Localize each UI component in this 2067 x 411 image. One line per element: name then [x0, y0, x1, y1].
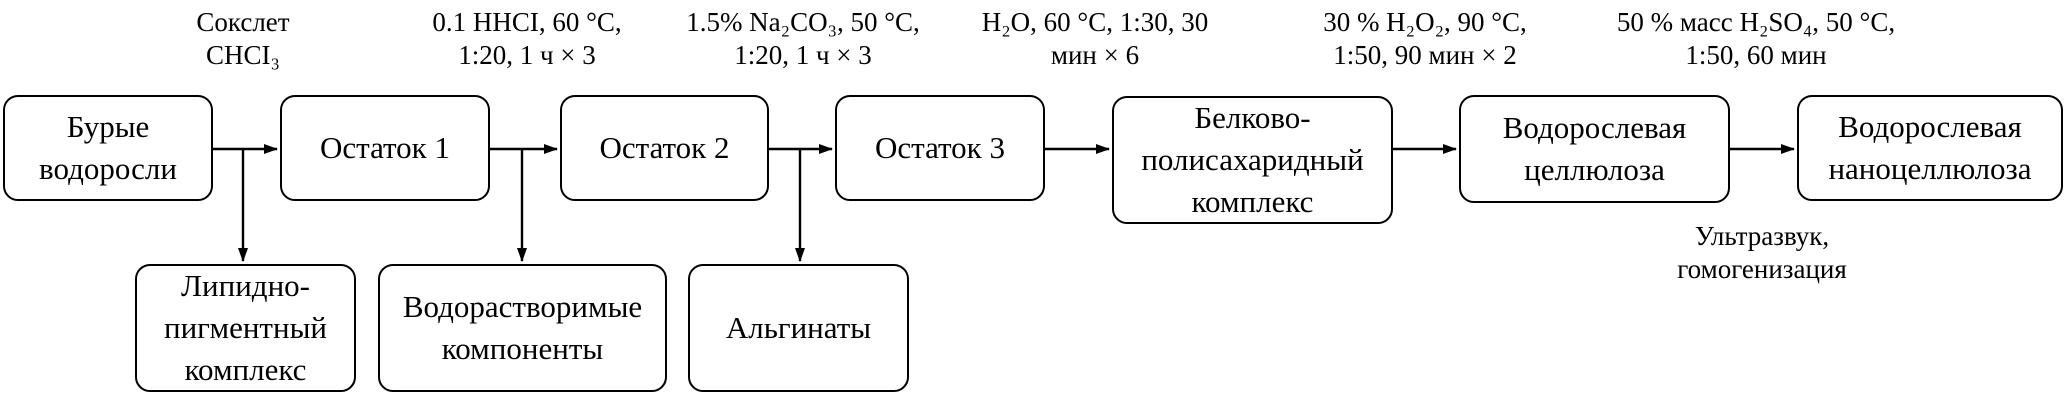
stage-label-line: 1:50, 60 мин: [1685, 40, 1827, 70]
stage-label-line: 1:50, 90 мин × 2: [1333, 40, 1517, 70]
stage-label-line: 1:20, 1 ч × 3: [734, 40, 872, 70]
box-label-line: комплекс: [1191, 184, 1314, 219]
stage-label-line: 30 % H₂O₂, 90 °C,: [1323, 7, 1527, 37]
note-line: Ультразвук,: [1694, 221, 1830, 251]
stage-label-line: CHCI₃: [206, 40, 280, 70]
note-line: гомогенизация: [1677, 254, 1847, 284]
box-alginates: [688, 264, 909, 392]
box-label-line: Остаток 3: [875, 130, 1005, 165]
box-label-line: Водорослевая: [1838, 109, 2022, 144]
box-label-line: Остаток 2: [599, 130, 730, 165]
box-label-line: водоросли: [39, 151, 177, 186]
box-residue-2: [560, 95, 769, 201]
box-label-line: Водорослевая: [1502, 110, 1687, 145]
stage-label-line: мин × 6: [1050, 40, 1140, 70]
note-ultrasound: [1562, 220, 1962, 286]
box-algal-nanocellulose: [1797, 95, 2063, 201]
box-label-line: Бурые: [66, 109, 150, 144]
stage-label-line: 0.1 HHCI, 60 °C,: [432, 7, 622, 37]
stage-label-line: 1.5% Na₂CO₃, 50 °C,: [686, 7, 920, 37]
box-label-line: комплекс: [184, 352, 307, 387]
box-label-line: Липидно-: [181, 268, 310, 303]
box-lipid-pigment-complex: [135, 264, 356, 392]
box-brown-algae: [3, 95, 213, 201]
stage-label-line: H₂O, 60 °C, 1:30, 30: [981, 7, 1209, 37]
box-label-line: пигментный: [163, 310, 327, 345]
stage-label-line: Сокслет: [196, 7, 290, 37]
box-algal-cellulose: [1459, 95, 1730, 203]
stage-label-h2so4: [1546, 6, 1966, 72]
stage-label-line: 1:20, 1 ч × 3: [458, 40, 596, 70]
box-residue-3: [835, 95, 1045, 201]
box-label-line: Белково-: [1194, 100, 1311, 135]
box-label-line: целлюлоза: [1524, 152, 1665, 187]
box-water-soluble-components: [378, 264, 667, 392]
box-label-line: полисахаридный: [1141, 142, 1364, 177]
box-label-line: Остаток 1: [320, 130, 450, 165]
box-protein-polysaccharide-complex: [1112, 96, 1393, 224]
box-label-line: компоненты: [441, 331, 604, 366]
stage-label-line: 50 % масс H₂SO₄, 50 °C,: [1616, 7, 1896, 37]
box-label-line: Альгинаты: [725, 310, 872, 345]
box-residue-1: [280, 95, 490, 201]
box-label-line: Водорастворимые: [402, 289, 643, 324]
box-label-line: наноцеллюлоза: [1828, 151, 2032, 186]
